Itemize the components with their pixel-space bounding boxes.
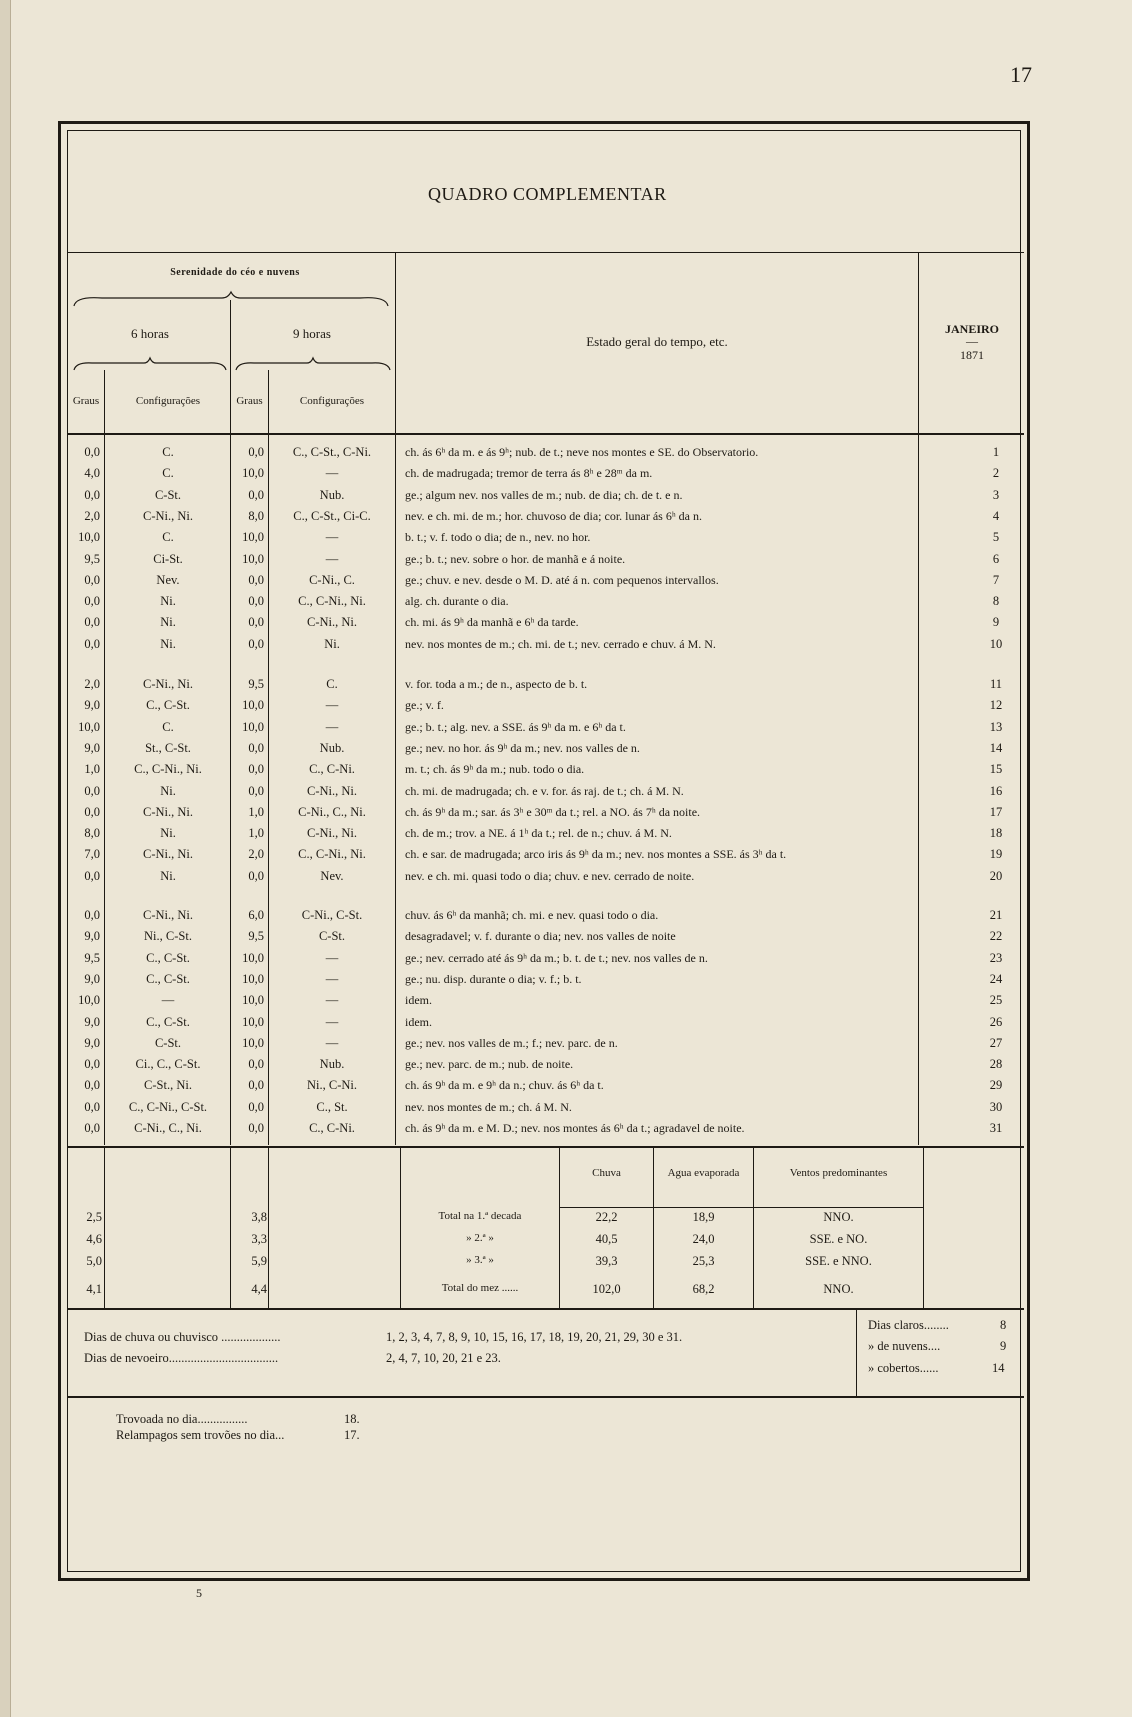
cell-graus-9: 10,0	[242, 551, 264, 566]
cell-day: 16	[989, 783, 1003, 798]
cell-config-6: C.	[162, 530, 174, 545]
cell-day: 7	[992, 572, 1000, 587]
cell-config-6: C., C-Ni., Ni.	[134, 762, 202, 777]
cell-description: ch. e sar. de madrugada; arco iris ás 9ʰ da m.; nev. nos montes a SSE. ás 3ʰ da t.	[405, 847, 787, 862]
summary-chuva: 40,5	[595, 1232, 618, 1246]
cell-graus-9: 0,0	[248, 594, 264, 609]
trovoada-label: Trovoada no dia................	[116, 1412, 248, 1426]
cell-config-6: Ni., C-St.	[144, 929, 192, 944]
cell-graus-6: 0,0	[84, 1121, 100, 1135]
cell-config-9: —	[325, 993, 339, 1008]
cell-config-9: C-Ni., Ni.	[307, 826, 357, 841]
summary-chuva: 102,0	[592, 1282, 621, 1296]
cell-day: 1	[992, 445, 1000, 459]
cell-config-6: Ni.	[160, 636, 176, 651]
summary-row	[68, 1207, 1024, 1229]
cell-config-9: Nub.	[319, 487, 345, 502]
summary-agua: 25,3	[692, 1254, 715, 1268]
cell-day: 30	[989, 1099, 1003, 1114]
cell-config-6: Ni.	[160, 615, 176, 630]
cell-graus-9: 0,0	[248, 783, 264, 798]
summary-graus-9: 5,9	[251, 1254, 267, 1268]
cell-graus-6: 4,0	[84, 466, 100, 481]
cell-graus-9: 0,0	[248, 487, 264, 502]
table-row	[68, 1054, 1024, 1075]
cell-description: nev. nos montes de m.; ch. mi. de t.; nev. cerrado e chuv. á M. N.	[405, 636, 716, 651]
cell-config-6: C-Ni., Ni.	[143, 804, 193, 819]
cell-day: 13	[989, 719, 1003, 734]
cell-graus-9: 9,5	[248, 929, 264, 944]
cell-config-9: Nev.	[320, 868, 344, 883]
cell-config-6: C., C-St.	[146, 971, 190, 986]
dias-cobertos-label: » cobertos......	[868, 1361, 939, 1375]
cell-config-9: C., C-Ni., Ni.	[298, 847, 366, 862]
cell-day: 28	[989, 1057, 1003, 1072]
cell-graus-6: 0,0	[84, 783, 100, 798]
page-edge	[0, 0, 11, 1717]
table-row	[68, 1033, 1024, 1054]
summary-label: Total do mez ......	[441, 1282, 519, 1294]
cell-config-9: C., C-St., Ci-C.	[293, 508, 371, 523]
table-row	[68, 612, 1024, 633]
cell-day: 29	[989, 1078, 1003, 1093]
cell-graus-9: 0,0	[248, 1057, 264, 1072]
summary-header-chuva: Chuva	[592, 1167, 621, 1179]
cell-graus-6: 7,0	[84, 847, 100, 862]
summary-row	[68, 1279, 1024, 1301]
cell-config-6: Nev.	[156, 572, 180, 587]
brace-six	[72, 356, 228, 372]
header-serenidade: Serenidade do céo e nuvens	[170, 267, 300, 278]
summary-agua: 24,0	[692, 1232, 715, 1246]
cell-graus-6: 10,0	[78, 530, 100, 545]
cell-description: ge.; nev. nos valles de m.; f.; nev. parc. de n.	[405, 1035, 618, 1050]
cell-config-9: —	[325, 551, 339, 566]
cell-description: v. for. toda a m.; de n., aspecto de b. t.	[405, 677, 588, 691]
summary-label: » 2.ª »	[466, 1232, 494, 1244]
cell-graus-6: 0,0	[84, 1078, 100, 1093]
cell-config-9: C-Ni., Ni.	[307, 783, 357, 798]
page-title: QUADRO COMPLEMENTAR	[428, 184, 667, 204]
cell-graus-6: 1,0	[84, 762, 100, 777]
dias-nuvens-value: 9	[1000, 1339, 1007, 1353]
table-row	[68, 463, 1024, 484]
cell-graus-9: 2,0	[248, 847, 264, 862]
cell-graus-6: 0,0	[84, 572, 100, 587]
table-row	[68, 634, 1024, 655]
cell-graus-6: 0,0	[84, 594, 100, 609]
header-top-rule	[68, 252, 1024, 253]
cell-description: ch. ás 9ʰ da m. e 9ʰ da n.; chuv. ás 6ʰ da t.	[405, 1078, 604, 1093]
table-row	[68, 674, 1024, 695]
cell-config-9: —	[325, 950, 339, 965]
cell-graus-6: 0,0	[84, 1099, 100, 1114]
cell-graus-9: 0,0	[248, 762, 264, 777]
cell-description: ge.; nev. cerrado até ás 9ʰ da m.; b. t. de t.; nev. nos valles de n.	[405, 950, 708, 965]
cell-day: 10	[989, 636, 1003, 651]
cell-description: ch. ás 9ʰ da m.; sar. ás 3ʰ e 30ᵐ da t.; rel. a NO. ás 7ʰ da noite.	[405, 804, 701, 819]
table-row	[68, 948, 1024, 969]
cell-description: ch. ás 6ʰ da m. e ás 9ʰ; nub. de t.; neve nos montes e SE. do Observatorio.	[405, 445, 759, 459]
cell-config-6: Ni.	[160, 594, 176, 609]
cell-config-6: Ni.	[160, 783, 176, 798]
cell-day: 18	[989, 826, 1003, 841]
cell-description: ch. mi. ás 9ʰ da manhã e 6ʰ da tarde.	[405, 615, 579, 630]
table-row	[68, 1118, 1024, 1139]
cell-description: chuv. ás 6ʰ da manhã; ch. mi. e nev. quasi todo o dia.	[405, 908, 659, 922]
table-row	[68, 570, 1024, 591]
cell-graus-6: 9,0	[84, 1035, 100, 1050]
header-graus-9: Graus	[236, 395, 263, 407]
cell-graus-6: 9,0	[84, 1014, 100, 1029]
cell-description: nev. nos montes de m.; ch. á M. N.	[405, 1099, 572, 1114]
cell-description: ch. ás 9ʰ da m. e M. D.; nev. nos montes ás 6ʰ da t.; agradavel de noite.	[405, 1121, 745, 1135]
cell-description: ge.; chuv. e nev. desde o M. D. até á n. com pequenos intervallos.	[405, 572, 719, 587]
cell-description: nev. e ch. mi. quasi todo o dia; chuv. e nev. cerrado de noite.	[405, 868, 695, 883]
cell-graus-6: 0,0	[84, 487, 100, 502]
cell-graus-9: 10,0	[242, 971, 264, 986]
cell-description: ge.; b. t.; nev. sobre o hor. de manhã e á noite.	[405, 551, 626, 566]
cell-config-9: C., C-Ni.	[309, 1121, 355, 1135]
table-row	[68, 802, 1024, 823]
header-six-hours: 6 horas	[131, 326, 169, 341]
cell-day: 12	[989, 698, 1003, 713]
cell-graus-6: 10,0	[78, 993, 100, 1008]
summary-header-ventos: Ventos predominantes	[789, 1167, 888, 1179]
table-row	[68, 717, 1024, 738]
cell-graus-6: 0,0	[84, 868, 100, 883]
cell-description: nev. e ch. mi. de m.; hor. chuvoso de dia; cor. lunar ás 6ʰ da n.	[405, 508, 703, 523]
summary-ventos: SSE. e NNO.	[805, 1254, 872, 1268]
cell-graus-9: 8,0	[248, 508, 264, 523]
header-month: JANEIRO	[944, 322, 999, 336]
table-row	[68, 926, 1024, 947]
summary-graus-6: 5,0	[86, 1254, 102, 1268]
cell-config-6: —	[161, 993, 175, 1008]
summary-label: » 3.ª »	[466, 1254, 494, 1266]
cell-graus-6: 8,0	[84, 826, 100, 841]
summary-graus-9: 3,8	[251, 1210, 267, 1224]
dias-nevoeiro-label: Dias de nevoeiro...................................	[84, 1351, 279, 1365]
cell-graus-9: 6,0	[248, 908, 264, 922]
summary-agua: 18,9	[692, 1210, 715, 1224]
cell-day: 15	[989, 762, 1003, 777]
cell-description: idem.	[405, 1014, 432, 1029]
cell-graus-6: 2,0	[84, 508, 100, 523]
cell-config-6: C., C-St.	[146, 1014, 190, 1029]
table-row	[68, 738, 1024, 759]
cell-description: ge.; b. t.; alg. nev. a SSE. ás 9ʰ da m. e 6ʰ da t.	[405, 719, 626, 734]
cell-config-6: C.	[162, 719, 174, 734]
cell-day: 26	[989, 1014, 1003, 1029]
cell-config-9: C., C-Ni., Ni.	[298, 594, 366, 609]
cell-graus-6: 0,0	[84, 615, 100, 630]
cell-config-9: —	[325, 466, 339, 481]
summary-graus-9: 4,4	[251, 1282, 267, 1296]
cell-description: ch. de madrugada; tremor de terra ás 8ʰ e 28ᵐ da m.	[405, 466, 653, 481]
cell-config-9: Nub.	[319, 740, 345, 755]
cell-day: 3	[992, 487, 1000, 502]
cell-description: ge.; nev. no hor. ás 9ʰ da m.; nev. nos valles de n.	[405, 740, 640, 755]
cell-graus-6: 0,0	[84, 636, 100, 651]
cell-day: 9	[992, 615, 1000, 630]
table-row	[68, 990, 1024, 1011]
cell-day: 2	[992, 466, 1000, 481]
trovoada-value: 18.	[344, 1412, 360, 1426]
cell-day: 31	[989, 1121, 1003, 1135]
cell-config-9: Ni.	[324, 636, 340, 651]
cell-day: 14	[989, 740, 1003, 755]
cell-day: 5	[992, 530, 1000, 545]
page-number: 17	[1010, 62, 1032, 87]
dias-chuva-value: 1, 2, 3, 4, 7, 8, 9, 10, 15, 16, 17, 18, 19, 20, 21, 29, 30 e 31.	[386, 1330, 683, 1344]
cell-graus-9: 10,0	[242, 698, 264, 713]
cell-config-9: —	[325, 719, 339, 734]
cell-config-9: C., C-Ni.	[309, 762, 355, 777]
brace-nine	[234, 356, 392, 372]
cell-graus-9: 9,5	[248, 677, 264, 691]
cell-config-6: C.	[162, 445, 174, 459]
cell-day: 17	[989, 804, 1003, 819]
header-estado: Estado geral do tempo, etc.	[586, 334, 728, 349]
cell-config-9: C., C-St., C-Ni.	[292, 445, 372, 459]
cell-config-9: Ni., C-Ni.	[307, 1078, 357, 1093]
cell-config-6: Ni.	[160, 826, 176, 841]
cell-config-6: C., C-St.	[146, 950, 190, 965]
table-row	[68, 485, 1024, 506]
cell-config-9: C., St.	[316, 1099, 348, 1114]
cell-config-6: C-Ni., Ni.	[143, 508, 193, 523]
cell-graus-6: 0,0	[84, 804, 100, 819]
summary-row	[68, 1229, 1024, 1251]
cell-graus-6: 9,5	[84, 551, 100, 566]
cell-day: 8	[992, 594, 1000, 609]
cell-graus-6: 0,0	[84, 908, 100, 922]
cell-day: 25	[989, 993, 1003, 1008]
summary-graus-6: 4,1	[86, 1282, 102, 1296]
cell-config-6: C-Ni., Ni.	[143, 677, 193, 691]
cell-day: 21	[989, 908, 1003, 922]
summary-graus-9: 3,3	[251, 1232, 267, 1246]
brace-serenidade	[72, 290, 390, 310]
cell-config-6: Ci., C., C-St.	[135, 1057, 201, 1072]
dias-nevoeiro-value: 2, 4, 7, 10, 20, 21 e 23.	[386, 1351, 501, 1365]
summary-chuva: 22,2	[595, 1210, 618, 1224]
cell-config-6: Ni.	[160, 868, 176, 883]
summary-agua: 68,2	[692, 1282, 715, 1296]
cell-graus-9: 0,0	[248, 1078, 264, 1093]
cell-graus-6: 10,0	[78, 719, 100, 734]
summary-row	[68, 1251, 1024, 1273]
cell-config-9: Nub.	[319, 1057, 345, 1072]
cell-config-9: C-Ni., C-St.	[301, 908, 363, 922]
dias-nuvens-label: » de nuvens....	[868, 1339, 941, 1353]
header-config-6: Configurações	[135, 395, 201, 407]
cell-description: desagradavel; v. f. durante o dia; nev. nos valles de noite	[405, 929, 676, 944]
table-row	[68, 1097, 1024, 1118]
cell-graus-6: 9,0	[84, 971, 100, 986]
cell-config-6: C-Ni., Ni.	[143, 908, 193, 922]
cell-day: 20	[989, 868, 1003, 883]
cell-config-9: C-St.	[318, 929, 346, 944]
dias-chuva-label: Dias de chuva ou chuvisco ...................	[84, 1330, 281, 1344]
cell-graus-9: 10,0	[242, 466, 264, 481]
cell-config-6: C-St.	[154, 1035, 182, 1050]
table-row	[68, 823, 1024, 844]
header-config-9: Configurações	[299, 395, 365, 407]
table-row	[68, 442, 1024, 463]
summary-graus-6: 2,5	[86, 1210, 102, 1224]
cell-graus-6: 9,0	[84, 698, 100, 713]
cell-config-9: C-Ni., C.	[309, 572, 355, 587]
table-row	[68, 759, 1024, 780]
summary-label: Total na 1.ª decada	[438, 1210, 522, 1222]
table-row	[68, 905, 1024, 926]
cell-day: 4	[992, 508, 1000, 523]
cell-config-6: C-St., Ni.	[144, 1078, 192, 1093]
table-row	[68, 1075, 1024, 1096]
summary-ventos: NNO.	[823, 1210, 854, 1224]
cell-config-9: C-Ni., C., Ni.	[298, 804, 366, 819]
table-row	[68, 591, 1024, 612]
cell-graus-9: 1,0	[248, 826, 264, 841]
cell-description: ge.; nu. disp. durante o dia; v. f.; b. t.	[405, 971, 582, 986]
table-row	[68, 527, 1024, 548]
cell-graus-9: 10,0	[242, 719, 264, 734]
table-row	[68, 781, 1024, 802]
cell-graus-6: 2,0	[84, 677, 100, 691]
header-year: 1871	[960, 348, 984, 362]
dias-cobertos-value: 14	[992, 1361, 1005, 1375]
cell-config-9: C.	[326, 677, 338, 691]
header-nine-hours: 9 horas	[293, 326, 331, 341]
summary-chuva: 39,3	[595, 1254, 618, 1268]
cell-graus-6: 0,0	[84, 1057, 100, 1072]
cell-graus-9: 0,0	[248, 636, 264, 651]
cell-config-9: —	[325, 1035, 339, 1050]
cell-graus-9: 10,0	[242, 530, 264, 545]
cell-day: 11	[989, 677, 1003, 691]
summary-top-rule	[68, 1146, 1024, 1148]
relampagos-label: Relampagos sem trovões no dia...	[116, 1428, 285, 1442]
header-dash: —	[966, 334, 978, 348]
cell-graus-9: 10,0	[242, 993, 264, 1008]
cell-graus-6: 9,0	[84, 740, 100, 755]
cell-day: 23	[989, 950, 1003, 965]
cell-graus-9: 0,0	[248, 868, 264, 883]
table-row	[68, 549, 1024, 570]
cell-description: b. t.; v. f. todo o dia; de n., nev. no hor.	[405, 530, 591, 545]
cell-graus-9: 1,0	[248, 804, 264, 819]
table-row	[68, 1012, 1024, 1033]
cell-graus-9: 10,0	[242, 1014, 264, 1029]
cell-graus-9: 0,0	[248, 1121, 264, 1135]
cell-config-9: C-Ni., Ni.	[307, 615, 357, 630]
cell-config-6: C-St.	[154, 487, 182, 502]
cell-graus-9: 10,0	[242, 1035, 264, 1050]
cell-config-6: St., C-St.	[145, 740, 191, 755]
table-row	[68, 866, 1024, 887]
cell-description: idem.	[405, 993, 432, 1008]
summary-ventos: NNO.	[823, 1282, 854, 1296]
cell-graus-9: 0,0	[248, 1099, 264, 1114]
cell-config-9: —	[325, 971, 339, 986]
cell-config-9: —	[325, 530, 339, 545]
cell-graus-6: 9,0	[84, 929, 100, 944]
relampagos-value: 17.	[344, 1428, 360, 1442]
summary-ventos: SSE. e NO.	[809, 1232, 868, 1246]
cell-description: ge.; v. f.	[405, 698, 444, 713]
dias-claros-value: 8	[1000, 1318, 1007, 1332]
cell-graus-6: 0,0	[84, 445, 100, 459]
cell-description: alg. ch. durante o dia.	[405, 594, 509, 609]
table-row	[68, 695, 1024, 716]
cell-description: m. t.; ch. ás 9ʰ da m.; nub. todo o dia.	[405, 762, 585, 777]
header-graus-6: Graus	[72, 395, 100, 407]
cell-config-6: C., C-Ni., C-St.	[128, 1099, 208, 1114]
cell-description: ge.; algum nev. nos valles de m.; nub. de dia; ch. de t. e n.	[405, 487, 683, 502]
cell-graus-9: 0,0	[248, 572, 264, 587]
cell-config-9: —	[325, 1014, 339, 1029]
cell-description: ch. de m.; trov. a NE. á 1ʰ da t.; rel. de n.; chuv. á M. N.	[405, 826, 672, 841]
cell-config-6: C-Ni., Ni.	[143, 847, 193, 862]
table-row	[68, 506, 1024, 527]
cell-config-6: C.	[162, 466, 174, 481]
cell-graus-9: 0,0	[248, 445, 264, 459]
summary-graus-6: 4,6	[86, 1232, 102, 1246]
table-row	[68, 844, 1024, 865]
cell-config-6: C., C-St.	[146, 698, 190, 713]
cell-graus-9: 0,0	[248, 615, 264, 630]
cell-day: 24	[989, 971, 1003, 986]
cell-description: ge.; nev. parc. de m.; nub. de noite.	[405, 1057, 574, 1072]
cell-day: 27	[989, 1035, 1003, 1050]
cell-description: ch. mi. de madrugada; ch. e v. for. ás raj. de t.; ch. á M. N.	[405, 783, 684, 798]
cell-graus-6: 9,5	[84, 950, 100, 965]
cell-config-6: Ci-St.	[153, 551, 183, 566]
summary-header-agua: Agua evaporada	[667, 1167, 740, 1179]
cell-config-9: —	[325, 698, 339, 713]
cell-graus-9: 0,0	[248, 740, 264, 755]
cell-graus-9: 10,0	[242, 950, 264, 965]
footer-mark: 5	[196, 1586, 202, 1600]
cell-day: 22	[989, 929, 1003, 944]
cell-day: 6	[992, 551, 1000, 566]
cell-config-6: C-Ni., C., Ni.	[134, 1121, 202, 1135]
table-row	[68, 969, 1024, 990]
dias-claros-label: Dias claros........	[868, 1318, 949, 1332]
cell-day: 19	[989, 847, 1003, 862]
